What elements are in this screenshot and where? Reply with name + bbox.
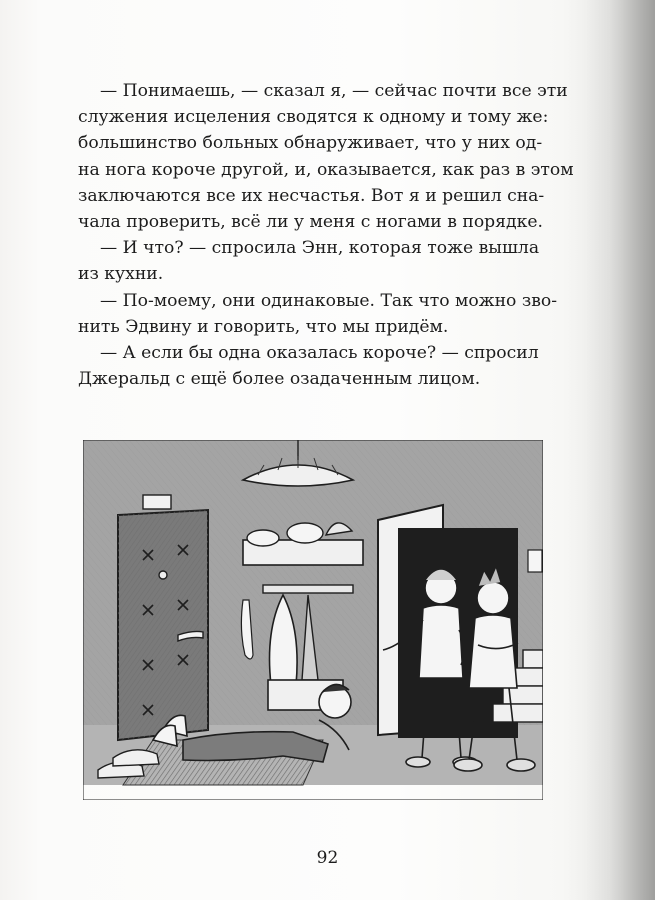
text-line: — А если бы одна оказалась короче? — спросил xyxy=(100,343,539,364)
text-line: большинство больных обнаруживает, что у них од- xyxy=(78,133,543,154)
paragraph xyxy=(78,340,539,392)
body-text xyxy=(78,78,574,392)
text-line: из кухни. xyxy=(78,264,164,285)
paragraph xyxy=(78,235,540,287)
text-line: — По-моему, они одинаковые. Так что можно зво- xyxy=(100,290,558,311)
text-line: Джеральд с ещё более озадаченным лицом. xyxy=(78,369,481,390)
text-line: — Понимаешь, — сказал я, — сейчас почти все эти xyxy=(100,81,568,101)
text-line: служения исцеления сводятся к одному и тому же: xyxy=(78,107,549,128)
hallway-illustration xyxy=(83,440,543,800)
text-line: заключаются все их несчастья. Вот я и решил сна- xyxy=(78,185,545,206)
text-line: чала проверить, всё ли у меня с ногами в порядке. xyxy=(78,212,543,233)
paragraph xyxy=(78,288,558,340)
text-line: на нога короче другой, и, оказывается, как раз в этом xyxy=(78,159,574,180)
page-gutter-shadow xyxy=(585,0,655,900)
page-number: 92 xyxy=(316,848,339,868)
paragraph xyxy=(78,78,574,235)
text-line: — И что? — спросила Энн, которая тоже вышла xyxy=(100,238,540,259)
text-line: нить Эдвину и говорить, что мы придём. xyxy=(78,316,449,337)
